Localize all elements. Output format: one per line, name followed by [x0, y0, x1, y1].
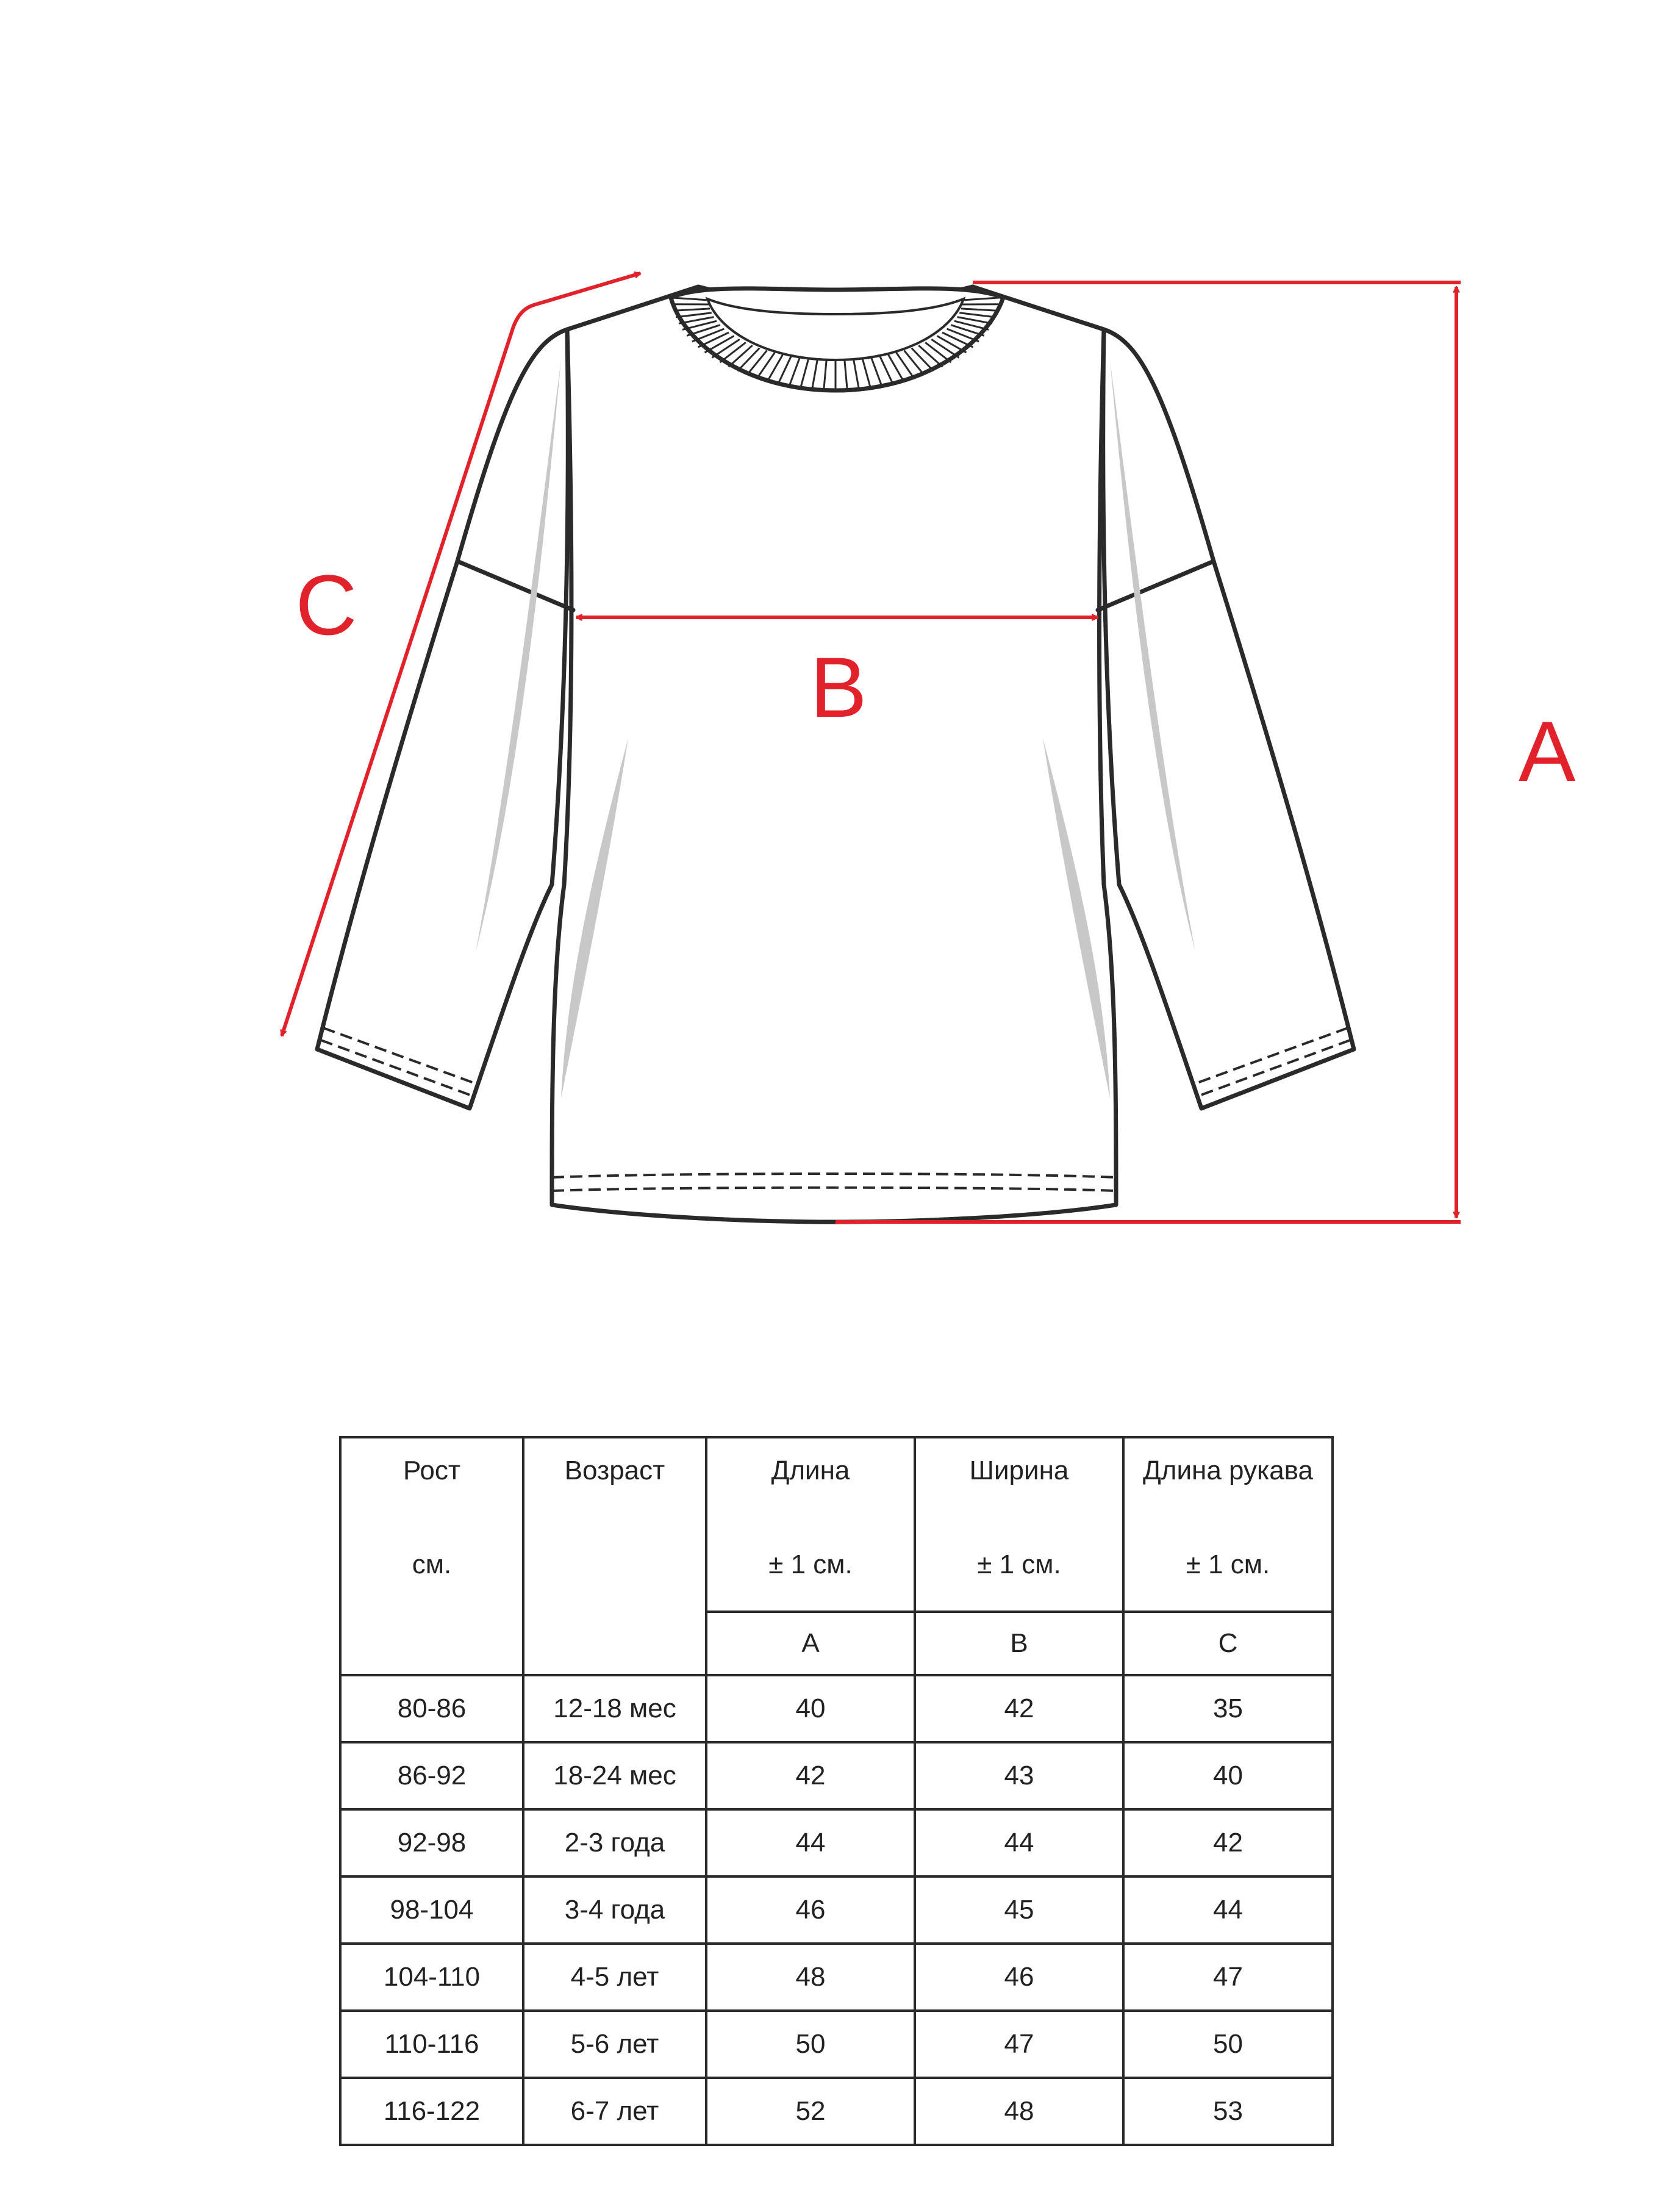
cell-height: 104-110	[340, 1944, 523, 2011]
header-height	[340, 1437, 523, 1675]
header-width-tolerance: ± 1 см.	[977, 1549, 1061, 1579]
cell-sleeve: 42	[1123, 1809, 1333, 1876]
header-width	[915, 1437, 1123, 1612]
cell-sleeve: 40	[1123, 1742, 1333, 1809]
cell-width: 47	[915, 2011, 1123, 2078]
cell-sleeve: 50	[1123, 2011, 1333, 2078]
cell-width: 45	[915, 1876, 1123, 1944]
dimension-label-b: B	[810, 639, 867, 735]
header-row	[340, 1437, 1333, 1612]
size-table	[339, 1436, 1334, 2146]
cell-age: 2-3 года	[523, 1809, 706, 1876]
cell-age: 18-24 мес	[523, 1742, 706, 1809]
cell-length: 48	[706, 1944, 915, 2011]
cell-length: 44	[706, 1809, 915, 1876]
header-length-label: Длина	[771, 1456, 850, 1485]
table-row	[340, 2011, 1333, 2078]
header-length-tolerance: ± 1 см.	[768, 1549, 853, 1579]
header-length-letter: A	[706, 1612, 915, 1675]
cell-width: 46	[915, 1944, 1123, 2011]
table-row	[340, 1742, 1333, 1809]
cell-height: 92-98	[340, 1809, 523, 1876]
cell-sleeve: 53	[1123, 2078, 1333, 2145]
left-sleeve	[317, 329, 568, 1108]
cell-sleeve: 47	[1123, 1944, 1333, 2011]
header-width-label: Ширина	[969, 1456, 1069, 1485]
cell-length: 46	[706, 1876, 915, 1944]
cell-length: 40	[706, 1675, 915, 1742]
cell-length: 52	[706, 2078, 915, 2145]
cell-height: 98-104	[340, 1876, 523, 1944]
table-row	[340, 2078, 1333, 2145]
table-row	[340, 1809, 1333, 1876]
cell-height: 110-116	[340, 2011, 523, 2078]
header-age-label: Возраст	[564, 1456, 665, 1485]
right-sleeve	[1103, 329, 1354, 1108]
cell-width: 44	[915, 1809, 1123, 1876]
table-row	[340, 1876, 1333, 1944]
cell-age: 3-4 года	[523, 1876, 706, 1944]
table-row	[340, 1944, 1333, 2011]
dimension-label-a: A	[1519, 703, 1576, 799]
cell-sleeve: 44	[1123, 1876, 1333, 1944]
cell-length: 50	[706, 2011, 915, 2078]
header-sleeve-label: Длина рукава	[1142, 1456, 1314, 1485]
header-sleeve-letter: C	[1123, 1612, 1333, 1675]
cell-length: 42	[706, 1742, 915, 1809]
cell-sleeve: 35	[1123, 1675, 1333, 1742]
cell-height: 116-122	[340, 2078, 523, 2145]
header-height-unit: см.	[412, 1549, 452, 1579]
cell-age: 5-6 лет	[523, 2011, 706, 2078]
header-width-letter: B	[915, 1612, 1123, 1675]
table-row	[340, 1675, 1333, 1742]
header-height-label: Рост	[403, 1456, 461, 1485]
garment-body	[552, 287, 1116, 1222]
cell-width: 43	[915, 1742, 1123, 1809]
cell-width: 42	[915, 1675, 1123, 1742]
header-length	[706, 1437, 915, 1612]
cell-age: 6-7 лет	[523, 2078, 706, 2145]
header-age	[523, 1437, 706, 1675]
cell-height: 86-92	[340, 1742, 523, 1809]
cell-height: 80-86	[340, 1675, 523, 1742]
header-sleeve	[1123, 1437, 1333, 1612]
header-sleeve-tolerance: ± 1 см.	[1186, 1549, 1270, 1579]
cell-age: 4-5 лет	[523, 1944, 706, 2011]
cell-width: 48	[915, 2078, 1123, 2145]
dimension-label-c: C	[295, 557, 357, 653]
cell-age: 12-18 мес	[523, 1675, 706, 1742]
sweatshirt-icon	[317, 287, 1354, 1222]
